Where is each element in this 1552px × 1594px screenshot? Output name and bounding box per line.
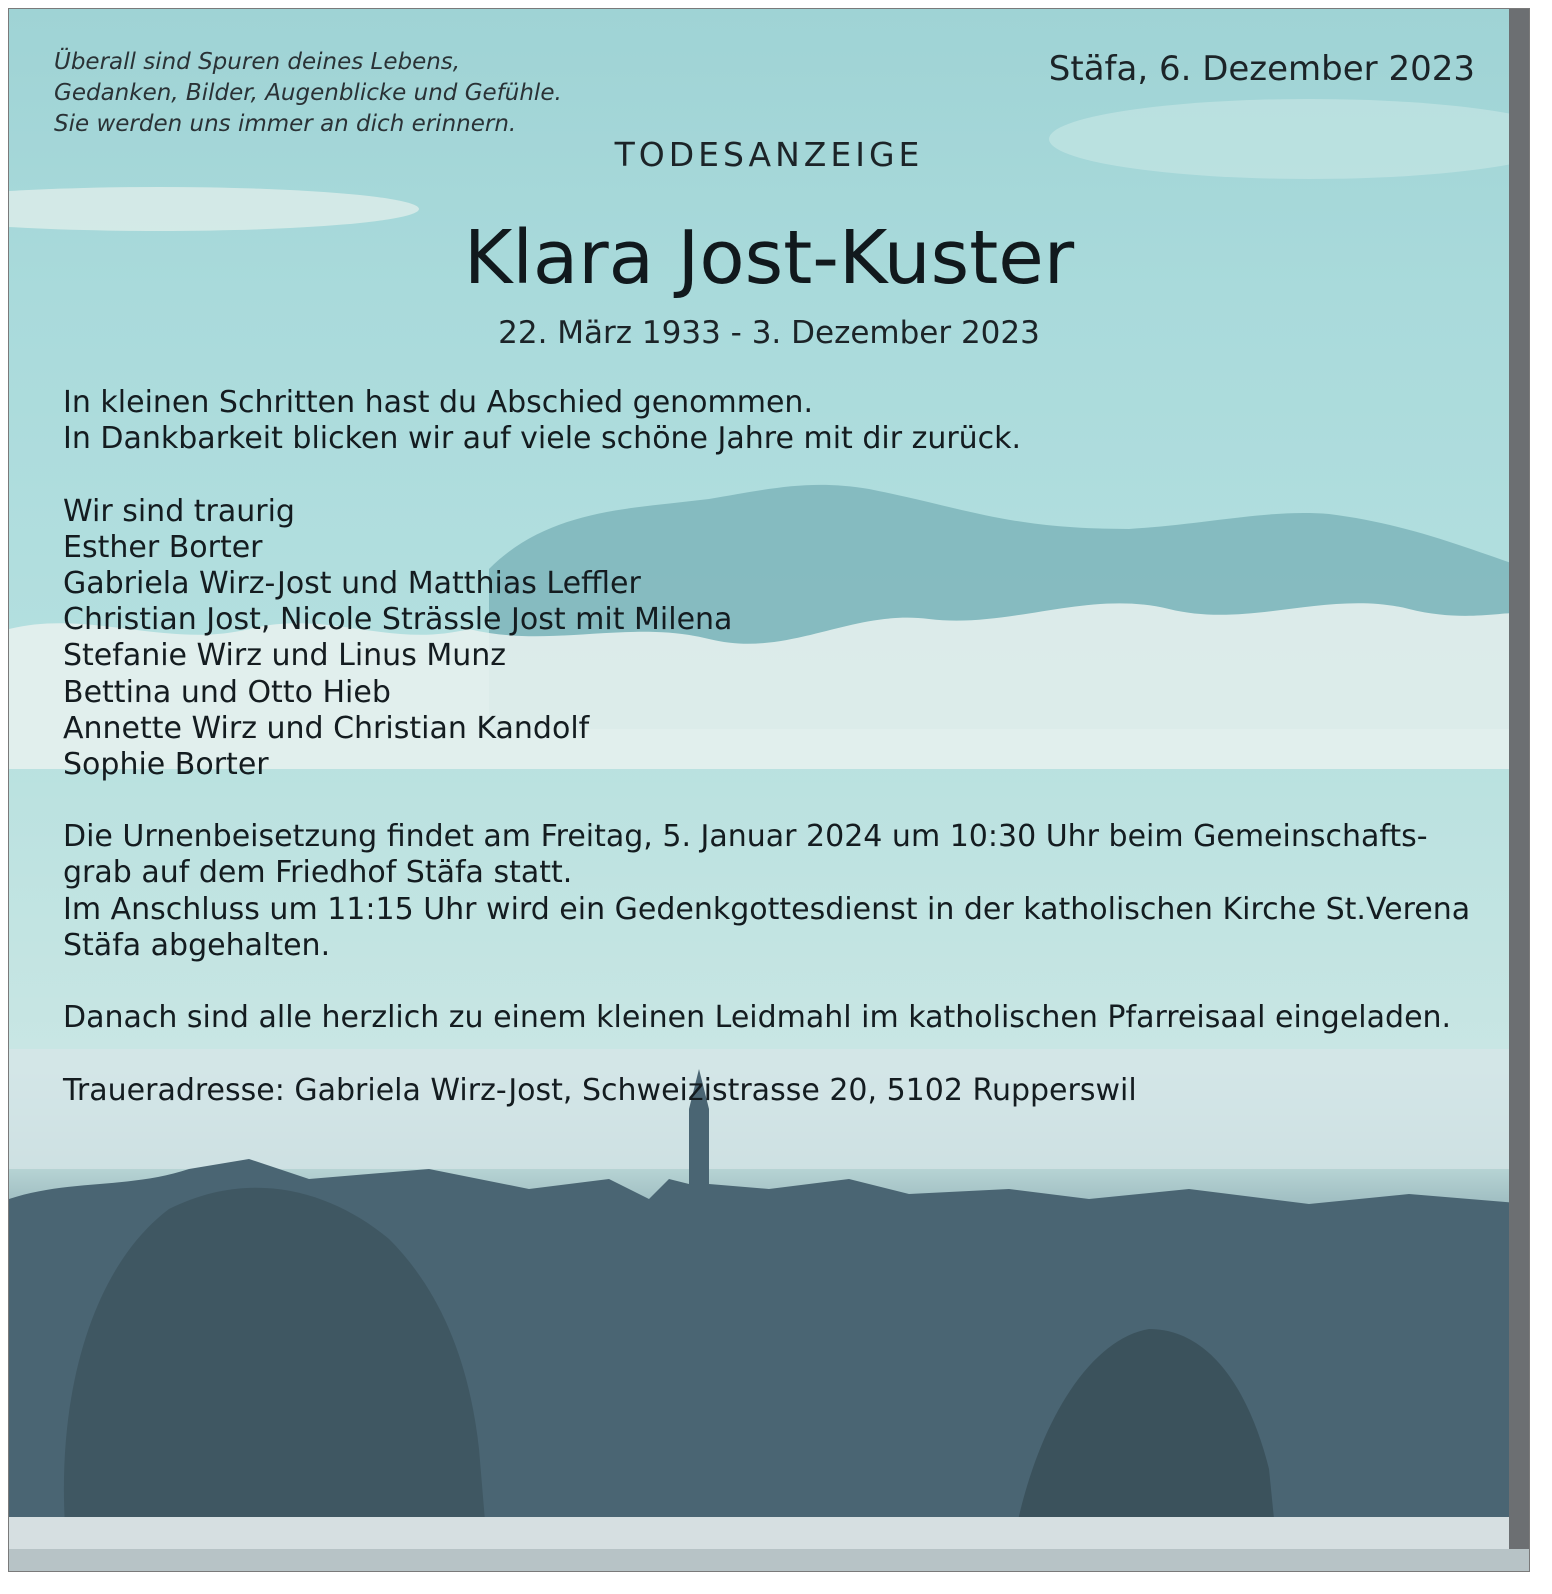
mourner: Esther Borter <box>63 529 263 565</box>
intro-line: In Dankbarkeit blicken wir auf viele schöne Jahre mit dir zurück. <box>63 421 1022 457</box>
place-date: Stäfa, 6. Dezember 2023 <box>1048 49 1475 89</box>
intro-line: In kleinen Schritten hast du Abschied genommen. <box>63 385 813 420</box>
motto-verse <box>54 47 562 140</box>
spacer <box>63 1036 1470 1072</box>
obituary-card <box>8 8 1530 1572</box>
mourner: Annette Wirz und Christian Kandolf <box>63 710 590 746</box>
notice-heading: TODESANZEIGE <box>614 135 924 174</box>
spacer <box>63 964 1470 1000</box>
life-dates: 22. März 1933 - 3. Dezember 2023 <box>498 315 1040 351</box>
ceremony-line: grab auf dem Friedhof Stäfa statt. <box>63 855 573 891</box>
ceremony-line: Im Anschluss um 11:15 Uhr wird ein Gedenkgottesdienst in der katholischen Kirche St.Verena <box>63 891 1471 927</box>
deceased-name: Klara Jost-Kuster <box>463 215 1075 301</box>
motto-line: Überall sind Spuren deines Lebens, <box>54 49 461 75</box>
mourner: Bettina und Otto Hieb <box>63 674 391 710</box>
ceremony-line: Stäfa abgehalten. <box>63 927 331 963</box>
invitation-text: Danach sind alle herzlich zu einem kleinen Leidmahl im katholischen Pfarreisaal eingeladen. <box>63 1000 1452 1036</box>
mourner: Stefanie Wirz und Linus Munz <box>63 638 507 674</box>
mourner: Christian Jost, Nicole Strässle Jost mit Milena <box>63 602 733 638</box>
notice-body <box>63 385 1470 1109</box>
ceremony-line: Die Urnenbeisetzung findet am Freitag, 5. Januar 2024 um 10:30 Uhr beim Gemeinschafts- <box>63 819 1428 855</box>
mourner: Gabriela Wirz-Jost und Matthias Leffler <box>63 565 641 601</box>
frame-edge-bottom <box>9 1549 1529 1571</box>
spacer <box>63 457 1470 493</box>
motto-line: Gedanken, Bilder, Augenblicke und Gefühle. <box>54 80 562 106</box>
mourning-address: Traueradresse: Gabriela Wirz-Jost, Schweizistrasse 20, 5102 Rupperswil <box>63 1072 1137 1108</box>
spacer <box>63 783 1470 819</box>
mourners-intro: Wir sind traurig <box>63 493 295 529</box>
motto-line: Sie werden uns immer an dich erinnern. <box>54 111 517 137</box>
mourner: Sophie Borter <box>63 746 269 782</box>
